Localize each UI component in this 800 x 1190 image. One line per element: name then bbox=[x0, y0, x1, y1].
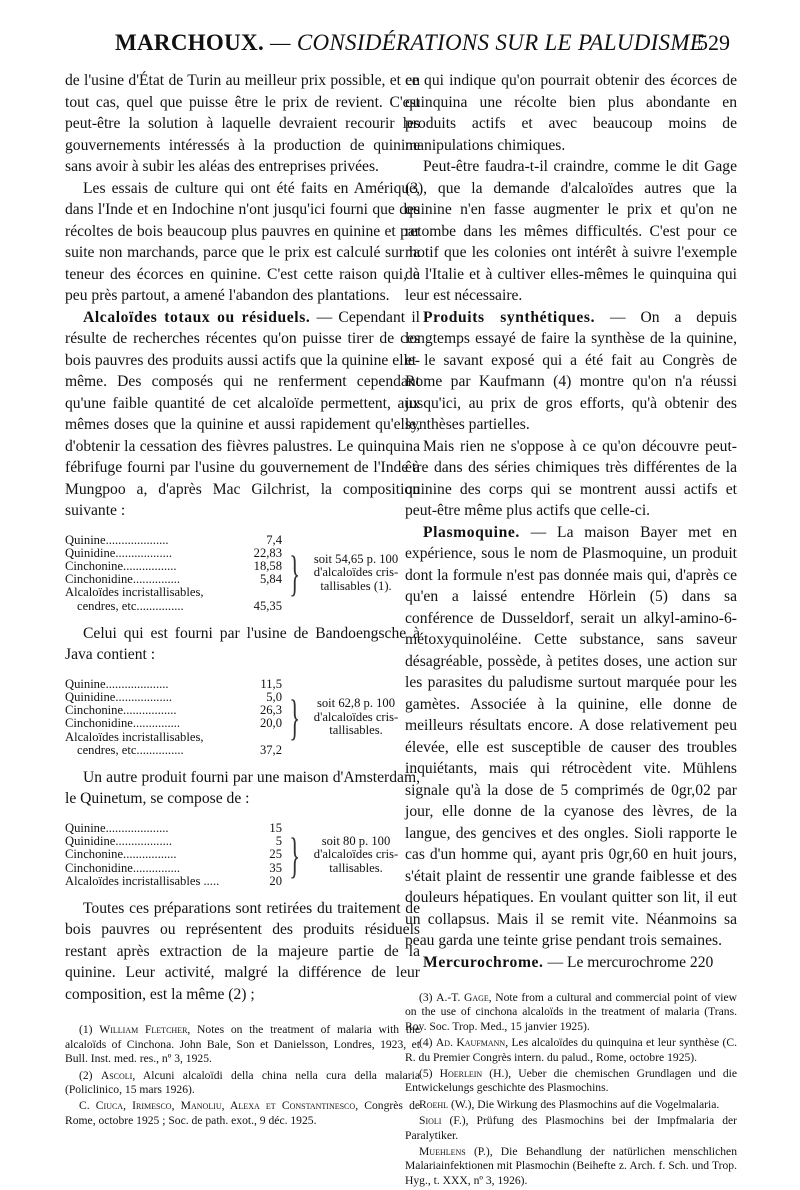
footnote-text: , Alcuni alcaloïdi della china nella cura della malaria (Policlinico, 15 mars 1926). bbox=[65, 1068, 421, 1097]
table-note: d'alcaloïdes cris- bbox=[313, 565, 399, 580]
table-label: Alcaloïdes incristallisables, bbox=[65, 586, 204, 600]
footnote-number: (3) bbox=[419, 991, 433, 1004]
footnote-author: Sioli bbox=[419, 1114, 442, 1128]
footnote bbox=[405, 1145, 737, 1188]
table-value: 20 bbox=[269, 873, 282, 888]
table-value bbox=[240, 731, 282, 744]
table-note: tallisables. bbox=[329, 723, 383, 738]
table-value: 35 bbox=[269, 860, 282, 875]
footnotes-left bbox=[65, 1023, 420, 1128]
footnote-text: (F.), Prüfung des Plasmochins bei der Impfmalaria der Paralytiker. bbox=[405, 1114, 737, 1142]
paragraph: Un autre produit fourni par une maison d'Amsterdam, le Quinetum, se compose de : bbox=[65, 768, 420, 808]
paragraph-text: — La maison Bayer met en expérience, sous le nom de Plasmoquine, un produit dont la formule n'est pas donnée mais qui, d'après ce qu'en a laissé entendre Hörlein (5) dans sa conférence de Dusseldorf, serait un alkyl-amino-6-métoxyquinoléine. Cette substance, sans saveur désagréable, possède, à petites doses, une action sur les parasites du paludisme surtout marquée pour les gamètes. Associée à la quinine, elle donne de meilleurs résultats encore. A dose relativement peu élevée, elle est susceptible de causer des troubles inquiétants, mais qui rétrocèdent vite. Mühlens signale qu'à la dose de 5 comprimés de 0gr,02 par jour, elle donne de la cyanose des lèvres, de la langue, des gencives et des ongles. Sioli rapporte le cas d'un homme qui, ayant pris 0gr,60 en huit jours, s'était plaint de ressentir une grande faiblesse et des douleurs hépatiques. En voulant quitter son lit, il eut un collapsus. Mais il se remit vite. Néanmoins sa peau garda une teinte grise pendant trois semaines. bbox=[405, 523, 737, 949]
composition-table-mungpoo bbox=[65, 534, 420, 613]
table-value: 45,35 bbox=[253, 598, 282, 613]
table-value bbox=[240, 586, 282, 599]
table-label: Alcaloïdes incristallisables, bbox=[65, 730, 204, 744]
footnote bbox=[405, 1067, 737, 1096]
paragraph-text: — Cependant il résulte de recherches récentes qu'on puisse tirer de ces bois pauvres des produits aussi actifs que la quinine elle-même. Des composés qui ne renferment cependant qu'une faible quantité de cet alcaloïde permettent, aux mêmes doses que la quinine et aussi rapidement qu'elle, d'obtenir la cessation des fièvres palustres. Le quinquina fébrifuge fourni par l'usine du gouvernement de l'Inde à Mungpoo a, d'après Mac Gilchrist, la composition suivante : bbox=[65, 308, 420, 519]
paragraph: Peut-être faudra-t-il craindre, comme le dit Gage (3), que la demande d'alcaloïdes autres que la quinine n'en fasse augmenter le prix et qu'on ne retombe dans les mêmes difficultés. C'est pour ce motif que les colonies ont intérêt à suivre l'exemple de l'Italie et à cultiver elles-mêmes le quinquina qui leur est nécessaire. bbox=[405, 158, 737, 304]
table-value: 5 bbox=[275, 834, 282, 849]
paragraph: Toutes ces préparations sont retirées du traitement de bois pauvres ou représentent des produits résiduels restant après extraction de la majeure partie de la quinine. Leur activité, malgré la différence de leur composition, est la même (2) ; bbox=[65, 899, 420, 1003]
brace: } bbox=[289, 545, 301, 602]
footnote-number: (2) bbox=[79, 1068, 93, 1082]
footnote bbox=[405, 1036, 737, 1065]
table-label: Cinchonidine............... bbox=[65, 573, 181, 587]
paragraph bbox=[405, 307, 737, 436]
table-label: Quinine.................... bbox=[65, 533, 169, 547]
table-value: 20,0 bbox=[259, 716, 282, 731]
table-value: 26,3 bbox=[259, 703, 282, 718]
paragraph bbox=[405, 522, 737, 952]
table-note: d'alcaloïdes cris- bbox=[313, 847, 399, 862]
footnote-number: (4) bbox=[419, 1036, 433, 1050]
table-label: Quinidine.................. bbox=[65, 546, 173, 560]
brace: } bbox=[289, 826, 301, 883]
table-value: 18,58 bbox=[253, 558, 282, 573]
table-label: Quinine.................... bbox=[65, 821, 169, 835]
table-label: Cinchonidine............... bbox=[65, 717, 181, 731]
page-number: 529 bbox=[697, 30, 730, 55]
table-note: soit 80 p. 100 bbox=[321, 833, 391, 848]
composition-table-quinetum bbox=[65, 822, 420, 888]
composition-table-bandoeng bbox=[65, 678, 420, 757]
table-label: Cinchonidine............... bbox=[65, 861, 181, 875]
table-label: Quinidine.................. bbox=[65, 835, 173, 849]
table-label: Cinchonine................. bbox=[65, 848, 177, 862]
paragraph: Les essais de culture qui ont été faits en Amérique, dans l'Inde et en Indochine n'ont jusqu'ici fourni que des récoltes de bois beaucoup plus pauvres en quinine et par suite non marchands, parce que le prix est calculé sur la teneur des écorces en quinine. C'est cette raison qui, à peu près partout, a amené l'abandon des plantations. bbox=[65, 179, 420, 304]
table-value: 5,84 bbox=[259, 572, 282, 587]
footnote-number: (1) bbox=[79, 1023, 93, 1037]
table-value: 7,4 bbox=[266, 532, 282, 547]
footnote-text: , Congrès de Rome, octobre 1925 ; Soc. de path. exot., 9 déc. 1925. bbox=[65, 1099, 421, 1127]
footnote bbox=[65, 1023, 420, 1066]
header-title: — CONSIDÉRATIONS SUR LE PALUDISME bbox=[264, 30, 705, 55]
table-value: 37,2 bbox=[259, 742, 282, 757]
footnotes-right bbox=[405, 991, 737, 1188]
table-value: 25 bbox=[269, 847, 282, 862]
footnote bbox=[405, 1098, 737, 1112]
paragraph bbox=[65, 307, 420, 522]
footnote-number: (5) bbox=[419, 1067, 433, 1081]
footnote-text: (W.), Die Wirkung des Plasmochins auf die Vogelmalaria. bbox=[448, 1097, 720, 1111]
table-value: 11,5 bbox=[260, 676, 282, 691]
table-note: tallisables (1). bbox=[320, 578, 392, 593]
footnote-text: , Notes on the treatment of malaria with the alcaloïds of Cinchona. John Bale, Son et Danielsson, Londres, 1923, et Bull. Inst. med. res., nº 3, 1925. bbox=[65, 1023, 420, 1066]
footnote-text: (P.), Die Behandlung der natürlichen menschlichen Malariainfektionen mit Plasmochin (Beihefte z. Arch. f. Sch. und Trop. Hyg., t. XXX, nº 3, 1926). bbox=[405, 1145, 737, 1187]
table-label: Quinidine.................. bbox=[65, 690, 173, 704]
table-note: d'alcaloïdes cris- bbox=[313, 709, 399, 724]
brace: } bbox=[289, 689, 301, 746]
header-author: MARCHOUX. bbox=[115, 30, 264, 55]
footnote-author: Roehl bbox=[419, 1097, 449, 1111]
section-heading: Produits synthétiques. bbox=[423, 308, 596, 326]
footnote-author: C. Ciuca, Irimesco, Manoliu, Alexa et Constantinesco bbox=[79, 1099, 356, 1113]
running-header bbox=[115, 30, 704, 56]
table-note: tallisables. bbox=[329, 860, 383, 875]
table-label: Cinchonine................. bbox=[65, 559, 177, 573]
table-label: Cinchonine................. bbox=[65, 704, 177, 718]
footnote-author: Hoerlein bbox=[439, 1067, 483, 1081]
paragraph: Mais rien ne s'oppose à ce qu'on découvre peut-être dans des séries chimiques très différentes de la quinine des corps qui se montrent aussi actifs et peut-être même plus actifs que celle-ci. bbox=[405, 437, 737, 519]
paragraph: Celui qui est fourni par l'usine de Bandoengsche à Java contient : bbox=[65, 624, 420, 664]
right-column bbox=[405, 70, 737, 1190]
section-heading: Plasmoquine. bbox=[423, 523, 520, 541]
footnote-author: A.-T. Gage bbox=[436, 991, 489, 1004]
footnote bbox=[65, 1069, 420, 1098]
table-label: cendres, etc............... bbox=[77, 743, 184, 757]
footnote bbox=[405, 991, 737, 1034]
footnote bbox=[405, 1114, 737, 1143]
paragraph-text: — Le mercurochrome 220 bbox=[543, 953, 714, 971]
table-value: 5,0 bbox=[266, 689, 282, 704]
footnote-author: Ascoli bbox=[100, 1068, 133, 1082]
footnote-text: , Les alcaloïdes du quinquina et leur synthèse (C. R. du Premier Congrès intern. du palud., Rome, octobre 1925). bbox=[405, 1036, 738, 1064]
table-note: soit 62,8 p. 100 bbox=[316, 696, 396, 711]
table-note: soit 54,65 p. 100 bbox=[313, 551, 399, 566]
footnote-author: Muehlens bbox=[419, 1145, 466, 1159]
paragraph: ce qui indique qu'on pourrait obtenir des écorces de quinquina une récolte bien plus abondante en produits actifs et avec beaucoup moins de manipulations chimiques. bbox=[405, 72, 737, 154]
footnote-text: (H.), Ueber die chemischen Grundlagen und die Entwickelungs geschichte des Plasmochins. bbox=[405, 1067, 737, 1095]
section-heading: Mercurochrome. bbox=[423, 953, 544, 971]
table-value: 15 bbox=[269, 820, 282, 835]
table-label: Quinine.................... bbox=[65, 677, 169, 691]
table-label: Alcaloïdes incristallisables ..... bbox=[65, 874, 220, 888]
paragraph: de l'usine d'État de Turin au meilleur prix possible, et en tout cas, quel que puisse être le prix de revient. C'est peut-être la solution à laquelle devraient recourir les gouvernements intéressés à la production de quinine sans avoir à subir les aléas des entreprises privées. bbox=[65, 72, 420, 175]
footnote-text: , Note from a cultural and commercial point of view on the use of cinchona alcaloïds in the treatment of malaria (Trans. Roy. Soc. Trop. Med., 15 janvier 1925). bbox=[405, 991, 738, 1033]
paragraph-text: — On a depuis longtemps essayé de faire la synthèse de la quinine, et le savant exposé qui a été fait au Congrès de Rome par Kaufmann (4) montre qu'on n'a réussi jusqu'ici, au prix de gros efforts, qu'à obtenir des synthèses partielles. bbox=[405, 308, 737, 433]
table-value: 22,83 bbox=[253, 545, 282, 560]
paragraph bbox=[405, 952, 737, 974]
left-column bbox=[65, 70, 420, 1130]
table-label: cendres, etc............... bbox=[77, 599, 184, 613]
section-heading: Alcaloïdes totaux ou résiduels. bbox=[83, 308, 311, 326]
footnote-author: Ad. Kaufmann bbox=[435, 1036, 506, 1050]
footnote bbox=[65, 1099, 420, 1128]
footnote-author: William Fletcher bbox=[99, 1023, 188, 1037]
